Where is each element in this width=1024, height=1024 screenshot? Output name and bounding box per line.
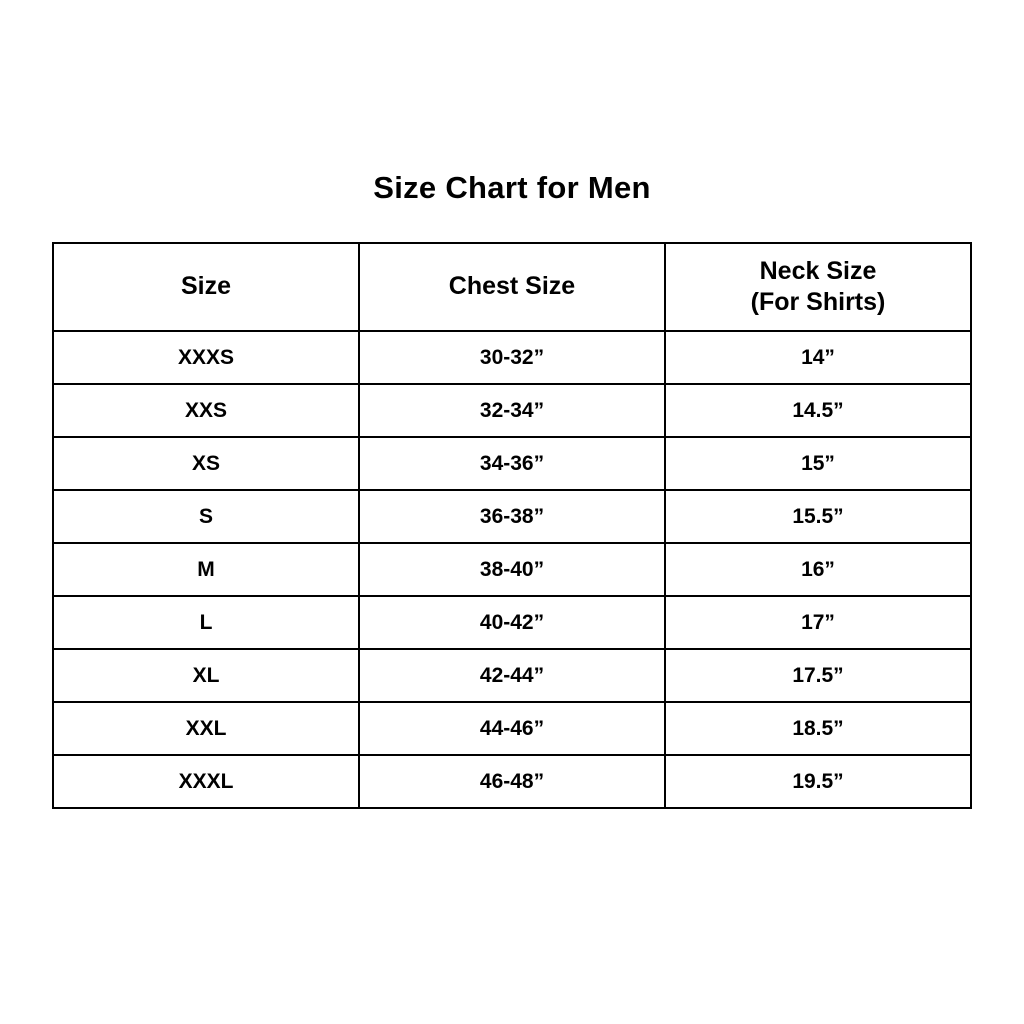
header-cell-chest-size xyxy=(359,243,665,331)
cell-neck-size: 18.5” xyxy=(665,702,971,755)
table-row xyxy=(53,543,971,596)
table-row xyxy=(53,490,971,543)
table-row xyxy=(53,437,971,490)
cell-neck-size: 14.5” xyxy=(665,384,971,437)
page-title: Size Chart for Men xyxy=(373,170,651,205)
cell-chest-size: 32-34” xyxy=(359,384,665,437)
table-row xyxy=(53,755,971,808)
cell-chest-size: 44-46” xyxy=(359,702,665,755)
cell-neck-size: 15” xyxy=(665,437,971,490)
cell-chest-size: 34-36” xyxy=(359,437,665,490)
header-neck-size-label: Neck Size xyxy=(759,256,877,285)
header-row xyxy=(53,243,971,331)
cell-neck-size: 14” xyxy=(665,331,971,384)
cell-size: XL xyxy=(53,649,359,702)
cell-neck-size: 17.5” xyxy=(665,649,971,702)
table-row xyxy=(53,384,971,437)
header-size-label: Size xyxy=(180,272,232,301)
header-cell-size xyxy=(53,243,359,331)
table-row xyxy=(53,331,971,384)
cell-size: S xyxy=(53,490,359,543)
cell-size: XXS xyxy=(53,384,359,437)
cell-neck-size: 15.5” xyxy=(665,490,971,543)
size-chart-table xyxy=(52,242,972,809)
header-chest-size-label: Chest Size xyxy=(448,272,576,301)
cell-size: M xyxy=(53,543,359,596)
table-body xyxy=(53,331,971,808)
cell-size: XS xyxy=(53,437,359,490)
cell-size: XXXL xyxy=(53,755,359,808)
cell-chest-size: 38-40” xyxy=(359,543,665,596)
table-header xyxy=(53,243,971,331)
cell-chest-size: 30-32” xyxy=(359,331,665,384)
cell-size: L xyxy=(53,596,359,649)
header-cell-neck-size xyxy=(665,243,971,331)
header-neck-size-sublabel: (For Shirts) xyxy=(750,288,886,316)
cell-chest-size: 42-44” xyxy=(359,649,665,702)
cell-neck-size: 17” xyxy=(665,596,971,649)
cell-size: XXXS xyxy=(53,331,359,384)
table-row xyxy=(53,702,971,755)
cell-chest-size: 36-38” xyxy=(359,490,665,543)
cell-neck-size: 16” xyxy=(665,543,971,596)
table-row xyxy=(53,596,971,649)
table-row xyxy=(53,649,971,702)
cell-chest-size: 46-48” xyxy=(359,755,665,808)
cell-chest-size: 40-42” xyxy=(359,596,665,649)
cell-neck-size: 19.5” xyxy=(665,755,971,808)
cell-size: XXL xyxy=(53,702,359,755)
